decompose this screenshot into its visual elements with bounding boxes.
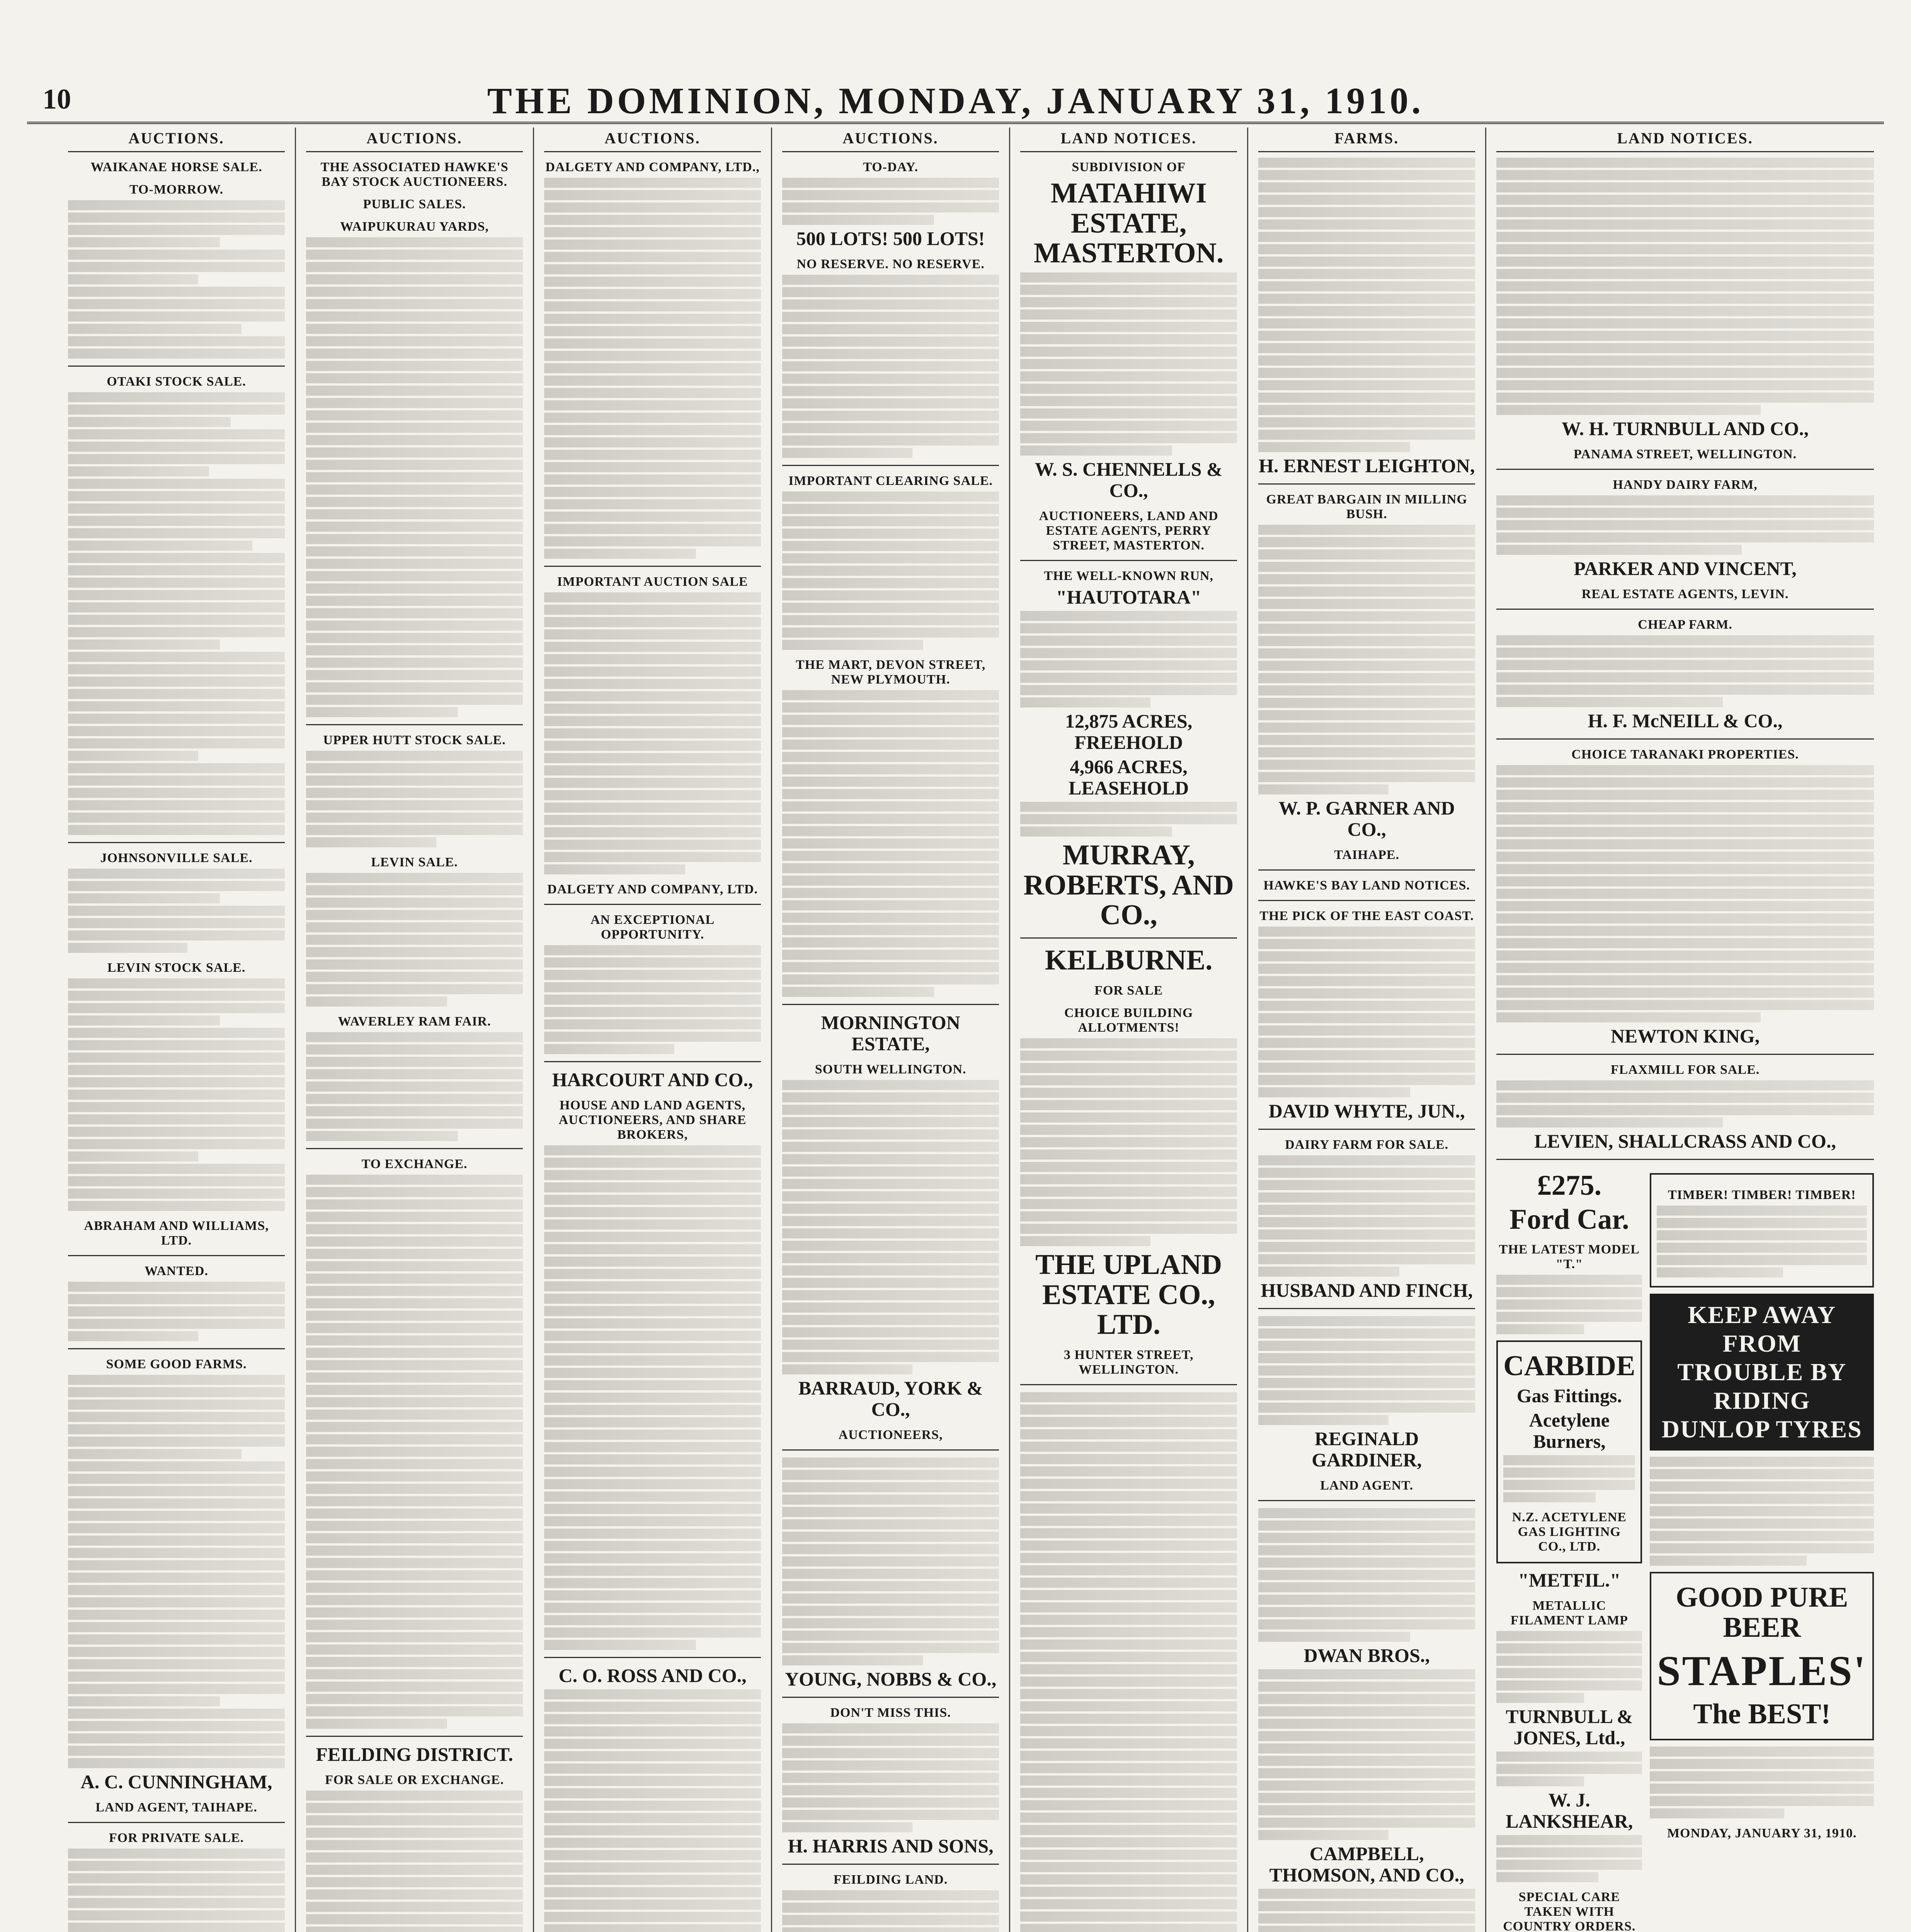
text-block <box>306 1791 523 1932</box>
text-block <box>544 178 761 559</box>
ad-agent: H. ERNEST LEIGHTON, <box>1258 455 1475 476</box>
text-block <box>68 1282 285 1341</box>
ad-heading: OTAKI STOCK SALE. <box>107 374 246 389</box>
ad-heading: TO EXCHANGE. <box>361 1157 468 1171</box>
divider <box>544 1657 761 1658</box>
text-block <box>1258 525 1475 794</box>
column-heading: LAND NOTICES. <box>1020 128 1237 152</box>
ad-agent: LEVIEN, SHALLCRASS AND CO., <box>1534 1130 1836 1152</box>
divider <box>306 1148 523 1149</box>
text-block <box>1657 1206 1867 1277</box>
ad-agent: DWAN BROS., <box>1303 1645 1430 1666</box>
divider <box>68 842 285 843</box>
column-heading: AUCTIONS. <box>306 128 523 152</box>
ad-heading: FEILDING LAND. <box>833 1872 948 1887</box>
page-title: THE DOMINION, MONDAY, JANUARY 31, 1910. <box>487 80 1424 121</box>
ad-signature: ABRAHAM AND WILLIAMS, LTD. <box>84 1219 269 1248</box>
text-block <box>782 275 999 458</box>
text-block <box>68 978 285 1211</box>
ad-heading: IMPORTANT CLEARING SALE. <box>788 474 993 488</box>
ad-agent: W. H. TURNBULL AND CO., <box>1562 418 1809 439</box>
ad-subheading: CHOICE BUILDING ALLOTMENTS! <box>1064 1005 1193 1035</box>
ad-heading: THE PICK OF THE EAST COAST. <box>1259 909 1474 923</box>
divider <box>1496 609 1874 610</box>
column-6 <box>1248 128 1486 1932</box>
ad-heading: LEVIN STOCK SALE. <box>107 961 246 975</box>
divider <box>1258 869 1475 871</box>
ad-agent: MURRAY, ROBERTS, AND CO., <box>1023 839 1234 931</box>
ad-heading: FOR PRIVATE SALE. <box>109 1831 244 1845</box>
divider <box>1496 738 1874 740</box>
text-block <box>1258 158 1475 452</box>
ad-heading: TO-DAY. <box>863 160 918 174</box>
divider <box>544 566 761 567</box>
ad-heading: MORNINGTON ESTATE, <box>821 1012 960 1054</box>
text-block <box>306 1175 523 1729</box>
imprint-date: MONDAY, JANUARY 31, 1910. <box>1667 1826 1857 1841</box>
ad-signature: DALGETY AND COMPANY, LTD. <box>547 882 758 896</box>
ad-heading: AN EXCEPTIONAL OPPORTUNITY. <box>590 913 715 942</box>
beer-title: GOOD PURE BEER <box>1676 1582 1848 1643</box>
ad-figure: 4,966 ACRES, LEASEHOLD <box>1069 756 1189 799</box>
text-block <box>1258 1669 1475 1840</box>
ad-heading: THE ASSOCIATED HAWKE'S BAY STOCK AUCTIONEERS. <box>320 160 509 189</box>
text-block <box>544 945 761 1054</box>
text-block <box>68 869 285 953</box>
staples-title: STAPLES' <box>1657 1647 1867 1695</box>
divider <box>1020 1384 1237 1385</box>
ad-agent: A. C. CUNNINGHAM, <box>80 1771 272 1793</box>
ad-heading: HANDY DAIRY FARM, <box>1613 478 1758 492</box>
carbide-ad <box>1496 1340 1642 1563</box>
divider <box>1020 560 1237 561</box>
ad-figure: 12,875 ACRES, FREEHOLD <box>1065 710 1193 753</box>
column-heading: AUCTIONS. <box>782 128 999 152</box>
text-block <box>1496 1631 1642 1703</box>
text-block <box>306 751 523 847</box>
ad-agent: CAMPBELL, THOMSON, AND CO., <box>1269 1843 1464 1886</box>
ad-heading: FLAXMILL FOR SALE. <box>1610 1063 1760 1077</box>
ad-subheading: TO-MORROW. <box>129 182 224 197</box>
ad-subheading: WAIPUKURAU YARDS, <box>340 219 489 234</box>
text-block <box>1258 1155 1475 1277</box>
carbide-company: N.Z. ACETYLENE GAS LIGHTING CO., LTD. <box>1512 1510 1627 1554</box>
divider <box>1258 900 1475 901</box>
ad-heading: UPPER HUTT STOCK SALE. <box>323 733 506 747</box>
text-block <box>1496 1275 1642 1334</box>
divider <box>1496 1054 1874 1055</box>
divider <box>1258 1500 1475 1501</box>
ad-heading: DON'T MISS THIS. <box>830 1706 951 1720</box>
ad-subheading: SOUTH WELLINGTON. <box>815 1062 967 1077</box>
text-block <box>68 1849 285 1932</box>
right-ads <box>1650 1167 1874 1932</box>
ad-agent: DAVID WHYTE, JUN., <box>1268 1100 1465 1122</box>
ad-banner: 500 LOTS! 500 LOTS! <box>796 228 985 249</box>
ad-heading: CHOICE TARANAKI PROPERTIES. <box>1571 747 1799 762</box>
ford-ad <box>1496 1167 1642 1932</box>
dunlop-title: KEEP AWAY FROM TROUBLE BY RIDING DUNLOP TYRES <box>1661 1301 1862 1443</box>
text-block <box>544 592 761 874</box>
ad-heading: CHEAP FARM. <box>1638 617 1732 632</box>
ad-heading: FEILDING DISTRICT. <box>316 1743 513 1765</box>
text-block <box>782 178 999 225</box>
text-block <box>1496 158 1874 415</box>
ad-agent-sub: LAND AGENT, TAIHAPE. <box>95 1800 257 1815</box>
timber-title: TIMBER! TIMBER! TIMBER! <box>1668 1188 1856 1202</box>
divider <box>782 1004 999 1005</box>
ad-subheading: FOR SALE <box>1094 983 1163 998</box>
special-care: SPECIAL CARE TAKEN WITH COUNTRY ORDERS. <box>1503 1890 1636 1932</box>
ad-heading: WANTED. <box>145 1264 208 1278</box>
page-number: 10 <box>43 83 71 115</box>
divider <box>68 1255 285 1256</box>
divider <box>1496 1159 1874 1160</box>
ad-heading: THE MART, DEVON STREET, NEW PLYMOUTH. <box>796 658 986 687</box>
ad-agent: HARCOURT AND CO., <box>552 1069 753 1090</box>
ad-agent-sub: PANAMA STREET, WELLINGTON. <box>1574 447 1797 461</box>
ad-agent: BARRAUD, YORK & CO., <box>798 1377 983 1420</box>
divider <box>1258 483 1475 485</box>
ad-agent: HUSBAND AND FINCH, <box>1261 1279 1473 1301</box>
ad-agent: H. F. McNEILL & CO., <box>1588 710 1783 731</box>
ad-heading: DAIRY FARM FOR SALE. <box>1285 1138 1449 1152</box>
text-block <box>1258 1889 1475 1932</box>
ad-banner-sub: NO RESERVE. NO RESERVE. <box>796 257 985 271</box>
ad-agent: W. P. GARNER AND CO., <box>1278 797 1455 840</box>
text-block <box>1258 1508 1475 1642</box>
divider <box>68 366 285 367</box>
text-block <box>544 1145 761 1650</box>
column-heading: FARMS. <box>1258 128 1475 152</box>
column-3 <box>534 128 772 1932</box>
divider <box>782 1449 999 1451</box>
text-block <box>1020 611 1237 707</box>
text-block <box>544 1689 761 1932</box>
text-block <box>1650 1457 1874 1566</box>
ad-agent: REGINALD GARDINER, <box>1312 1428 1422 1471</box>
column-heading: AUCTIONS. <box>68 128 285 152</box>
column-heading: AUCTIONS. <box>544 128 761 152</box>
divider <box>1020 937 1237 939</box>
text-block <box>1020 1392 1237 1932</box>
timber-ad <box>1650 1173 1874 1287</box>
text-block <box>1503 1455 1635 1502</box>
text-block <box>1020 272 1237 456</box>
column-heading: LAND NOTICES. <box>1496 128 1874 152</box>
divider <box>544 1061 761 1062</box>
text-block <box>306 237 523 717</box>
text-block <box>306 1032 523 1141</box>
divider <box>544 904 761 905</box>
ad-headline: MATAHIWI ESTATE, MASTERTON. <box>1033 177 1224 269</box>
divider <box>306 1736 523 1737</box>
text-block <box>1650 1747 1874 1818</box>
metfil-subtitle: METALLIC FILAMENT LAMP <box>1510 1599 1628 1628</box>
ad-agent-sub: HOUSE AND LAND AGENTS, AUCTIONEERS, AND SHARE BROKERS, <box>558 1098 747 1142</box>
acetylene-burners: Acetylene Burners, <box>1529 1409 1610 1452</box>
ad-agent: YOUNG, NOBBS & CO., <box>784 1668 997 1690</box>
ad-heading: WAVERLEY RAM FAIR. <box>338 1014 491 1029</box>
metfil-title: "METFIL." <box>1518 1569 1621 1591</box>
text-block <box>306 873 523 1007</box>
text-block <box>782 690 999 997</box>
ad-heading: GREAT BARGAIN IN MILLING BUSH. <box>1266 492 1467 521</box>
ad-agent: C. O. ROSS AND CO., <box>558 1665 747 1686</box>
ad-heading: SOME GOOD FARMS. <box>106 1357 247 1371</box>
divider <box>1258 1129 1475 1130</box>
ad-heading: HAWKE'S BAY LAND NOTICES. <box>1263 878 1470 893</box>
ad-subheading: FOR SALE OR EXCHANGE. <box>325 1773 504 1787</box>
divider <box>306 724 523 725</box>
text-block <box>1496 765 1874 1022</box>
ad-agent-sub: AUCTIONEERS, <box>838 1428 943 1442</box>
staples-best: The BEST! <box>1693 1698 1831 1730</box>
turnbull-jones: TURNBULL & JONES, Ltd., <box>1506 1706 1633 1749</box>
divider <box>1258 1308 1475 1309</box>
text-block <box>1020 1038 1237 1246</box>
column-1 <box>58 128 296 1932</box>
ad-headline: KELBURNE. <box>1045 944 1213 976</box>
text-block <box>1496 1752 1642 1786</box>
ad-agent-sub: LAND AGENT. <box>1320 1478 1414 1493</box>
gas-fittings: Gas Fittings. <box>1516 1385 1622 1407</box>
text-block <box>782 1080 999 1374</box>
column-7 <box>1486 128 1884 1932</box>
text-block <box>68 1375 285 1768</box>
ford-model: THE LATEST MODEL "T." <box>1499 1242 1640 1272</box>
columns <box>58 128 1884 1932</box>
column-5 <box>1010 128 1248 1932</box>
ad-headline: "HAUTOTARA" <box>1056 586 1201 608</box>
ad-heading: THE WELL-KNOWN RUN, <box>1044 569 1213 583</box>
text-block <box>1496 495 1874 555</box>
ad-agent: THE UPLAND ESTATE CO., LTD. <box>1035 1248 1222 1341</box>
divider <box>782 1864 999 1865</box>
carbide-title: CARBIDE <box>1503 1350 1635 1382</box>
text-block <box>1258 927 1475 1097</box>
ad-heading: LEVIN SALE. <box>371 855 458 869</box>
divider <box>68 1348 285 1349</box>
ad-heading: JOHNSONVILLE SALE. <box>100 851 253 865</box>
text-block <box>1496 1080 1874 1128</box>
text-block <box>68 200 285 359</box>
ad-agent: W. S. CHENNELLS & CO., <box>1035 458 1223 502</box>
divider <box>1496 469 1874 470</box>
divider <box>782 1697 999 1698</box>
text-block <box>1496 635 1874 707</box>
ad-agent: NEWTON KING, <box>1610 1025 1760 1047</box>
ad-subheading: PUBLIC SALES. <box>363 197 466 211</box>
divider <box>68 1822 285 1823</box>
ad-agent-sub: AUCTIONEERS, LAND AND ESTATE AGENTS, PERRY STREET, MASTERTON. <box>1039 509 1218 553</box>
masthead <box>27 79 1884 124</box>
ad-row <box>1496 1167 1874 1932</box>
ad-kicker: SUBDIVISION OF <box>1072 160 1186 174</box>
ford-price: £275. <box>1537 1170 1602 1201</box>
text-block <box>68 392 285 835</box>
text-block <box>782 1890 999 1932</box>
ad-agent-sub: TAIHAPE. <box>1334 848 1400 862</box>
lankshear: W. J. LANKSHEAR, <box>1506 1789 1633 1832</box>
ford-title: Ford Car. <box>1509 1203 1629 1235</box>
text-block <box>1258 1316 1475 1425</box>
text-block <box>782 1458 999 1665</box>
text-block <box>1496 1835 1642 1882</box>
ad-agent-sub: 3 HUNTER STREET, WELLINGTON. <box>1064 1347 1194 1377</box>
column-4 <box>772 128 1010 1932</box>
dunlop-ad <box>1650 1294 1874 1451</box>
divider <box>782 465 999 466</box>
text-block <box>782 492 999 650</box>
column-2 <box>296 128 534 1932</box>
ad-heading: IMPORTANT AUCTION SALE <box>557 575 748 589</box>
ad-heading: WAIKANAE HORSE SALE. <box>90 160 262 174</box>
text-block <box>1020 802 1237 837</box>
ad-agent-sub: REAL ESTATE AGENTS, LEVIN. <box>1581 587 1789 601</box>
ad-heading: DALGETY AND COMPANY, LTD., <box>545 160 760 174</box>
ad-agent: H. HARRIS AND SONS, <box>788 1835 994 1857</box>
text-block <box>782 1723 999 1832</box>
beer-ad <box>1650 1572 1874 1740</box>
ad-agent: PARKER AND VINCENT, <box>1574 558 1797 579</box>
